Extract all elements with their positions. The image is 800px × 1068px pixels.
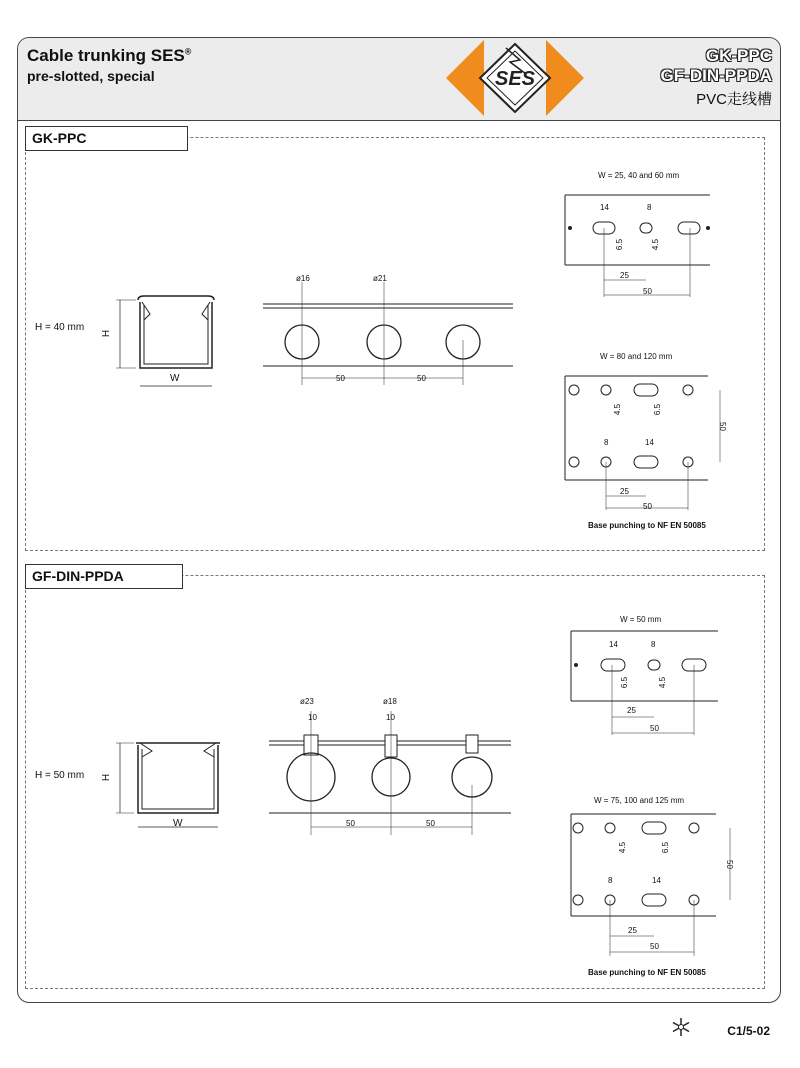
slot-2a: 10 [308, 713, 317, 722]
section-title-gf-din-ppda: GF-DIN-PPDA [25, 564, 183, 589]
height-label-2: H = 50 mm [35, 770, 85, 781]
hole-dia-1a: ø16 [296, 274, 310, 283]
d14-1b: 14 [645, 438, 654, 447]
punching-detail-2b [566, 808, 746, 963]
hole-dia-2a: ø23 [300, 697, 314, 706]
hole-dia-2b: ø18 [383, 697, 397, 706]
ses-logo [446, 38, 584, 118]
logo-text: SES [494, 68, 536, 90]
slotted-base-2 [266, 705, 516, 840]
page-subtitle: pre-slotted, special [27, 68, 155, 84]
product-code-1: GK-PPC [705, 46, 772, 65]
detail-title-2a: W = 50 mm [620, 615, 662, 624]
pitch-1b: 50 [417, 374, 426, 383]
d25-2a: 25 [627, 706, 636, 715]
d25-1b: 25 [620, 487, 629, 496]
d65-2b: 6.5 [661, 841, 671, 854]
w-dim-1: W [170, 373, 180, 384]
h-dim-2: H [101, 773, 113, 782]
slot-2b: 10 [386, 713, 395, 722]
detail-title-1a: W = 25, 40 and 60 mm [598, 171, 680, 180]
chinese-label: PVC走线槽 [696, 91, 772, 108]
pitch-2a: 50 [346, 819, 355, 828]
page-title: Cable trunking SES® [27, 46, 192, 65]
trunking-profile-1 [100, 290, 230, 400]
pitch-1a: 50 [336, 374, 345, 383]
h-dim-1: H [101, 329, 113, 338]
trunking-profile-2 [100, 735, 230, 835]
dside-1b: 50 [717, 422, 727, 431]
d8-1a: 8 [647, 203, 652, 212]
note-2: Base punching to NF EN 50085 [588, 968, 706, 977]
d50-2b: 50 [650, 942, 659, 951]
d25-2b: 25 [628, 926, 637, 935]
d45-1a: 4.5 [651, 238, 661, 251]
d25-1a: 25 [620, 271, 629, 280]
d14-2b: 14 [652, 876, 661, 885]
d65-1b: 6.5 [653, 403, 663, 416]
d65-2a: 6.5 [620, 676, 630, 689]
hole-dia-1b: ø21 [373, 274, 387, 283]
d8-2a: 8 [651, 640, 656, 649]
d45-2a: 4.5 [658, 676, 668, 689]
d50-1b: 50 [643, 502, 652, 511]
pitch-2b: 50 [426, 819, 435, 828]
snowflake-icon [670, 1016, 692, 1038]
punching-detail-1a [560, 185, 720, 305]
detail-title-2b: W = 75, 100 and 125 mm [594, 796, 685, 805]
d65-1a: 6.5 [615, 238, 625, 251]
detail-title-1b: W = 80 and 120 mm [600, 352, 673, 361]
page-code: C1/5-02 [727, 1024, 770, 1038]
section-title-gk-ppc: GK-PPC [25, 126, 188, 151]
d50-1a: 50 [643, 287, 652, 296]
note-1: Base punching to NF EN 50085 [588, 521, 706, 530]
d14-2a: 14 [609, 640, 618, 649]
w-dim-2: W [173, 818, 183, 829]
product-code-2: GF-DIN-PPDA [660, 66, 772, 85]
dside-2b: 50 [724, 860, 734, 869]
d45-1b: 4.5 [613, 403, 623, 416]
d50-2a: 50 [650, 724, 659, 733]
d8-2b: 8 [608, 876, 613, 885]
d45-2b: 4.5 [618, 841, 628, 854]
slotted-base-1 [258, 270, 518, 390]
punching-detail-2a [566, 625, 726, 745]
d8-1b: 8 [604, 438, 609, 447]
d14-1a: 14 [600, 203, 609, 212]
height-label-1: H = 40 mm [35, 322, 85, 333]
